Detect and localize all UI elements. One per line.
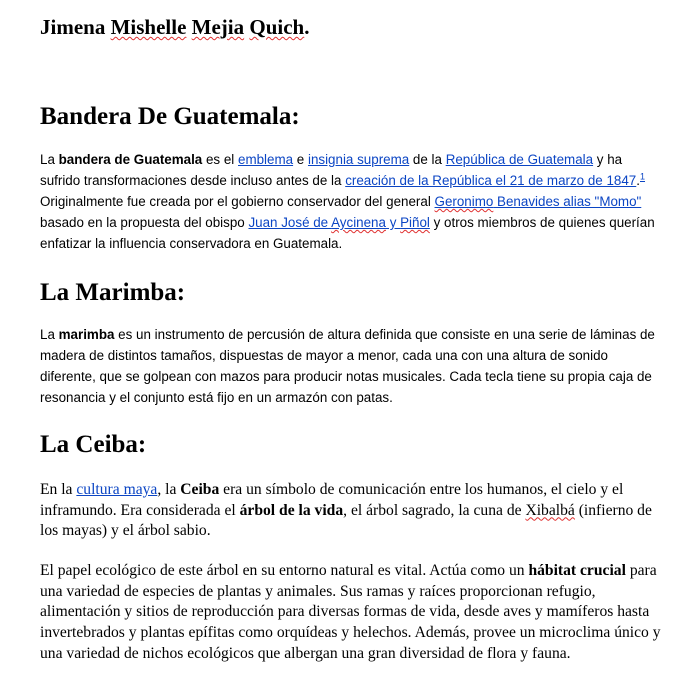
link-part: Piñol (400, 215, 430, 230)
link-part: Aycinena (331, 215, 386, 230)
link-creacion-republica[interactable]: creación de la República el 21 de marzo de 1847 (345, 173, 637, 188)
paragraph-ceiba-1 (40, 480, 665, 542)
text: (infierno de los mayas) y el árbol sabio. (40, 501, 652, 540)
heading-ceiba: La Ceiba: (40, 431, 147, 458)
text: y otros miembros de quienes querían enfatizar la influencia conservadora en Guatemala. (40, 215, 655, 251)
footnote-ref[interactable]: 1 (640, 171, 646, 182)
link-emblema[interactable]: emblema (238, 152, 294, 167)
text: La (40, 327, 59, 342)
text: La (40, 152, 59, 167)
spellcheck-word: Xibalbá (525, 501, 575, 519)
author-last1: Mejia (191, 15, 245, 39)
text: Originalmente fue creada por el gobierno conservador del general (40, 194, 435, 209)
text: , la (157, 481, 181, 498)
link-republica-guatemala[interactable]: República de Guatemala (445, 152, 594, 167)
author-first: Jimena (40, 15, 111, 39)
bold-text: hábitat crucial (528, 562, 626, 579)
text: basado en la propuesta del obispo (40, 215, 249, 230)
link-part: y (385, 215, 401, 230)
paragraph-bandera (40, 149, 665, 254)
heading-marimba: La Marimba: (40, 279, 186, 306)
bold-text: Ceiba (180, 481, 220, 498)
text: En la (40, 481, 77, 498)
link-part: Geronimo (434, 194, 494, 209)
text: es el (202, 152, 238, 167)
paragraph-ceiba-2 (40, 561, 665, 665)
link-cultura-maya[interactable]: cultura maya (76, 481, 158, 498)
text: para una variedad de especies de plantas y animales. Sus ramas y raíces proporcionan refugio, alimentación y sitios de reproducción para diversas formas de vida, desde aves y mamíferos hasta invertebrados y plantas epífitas como orquídeas y helechos. Además, provee un microclima único y una variedad de nichos ecológicos que albergan una gran diversidad de flora y fauna. (40, 562, 661, 662)
text: era un símbolo de comunicación entre los humanos, el cielo y el inframundo. Era considerada el (40, 481, 624, 519)
link-part: Juan José de (248, 215, 332, 230)
heading-bandera: Bandera De Guatemala: (40, 103, 300, 130)
link-insignia-suprema[interactable]: insignia suprema (307, 152, 410, 167)
text: y ha sufrido transformaciones desde incluso antes de la (40, 152, 623, 188)
author-middle: Mishelle (110, 15, 187, 39)
text: es un instrumento de percusión de altura definida que consiste en una serie de láminas de madera de distintos tamaños, dispuestas de mayor a menor, cada una con una altura de sonido diferente, que se golpean con mazos para producir notas musicales. Cada tecla tiene su propia caja de resonancia y el conjunto está fijo en un armazón con patas. (40, 327, 655, 405)
text: . (636, 173, 640, 188)
text: , el árbol sagrado, la cuna de (343, 501, 526, 519)
author-period: . (304, 15, 310, 39)
link-part: Benavides alias "Momo" (493, 194, 642, 209)
bold-text: árbol de la vida (239, 501, 344, 519)
paragraph-marimba (40, 324, 665, 408)
bold-text: marimba (58, 327, 115, 342)
link-geronimo-benavides[interactable] (435, 194, 642, 209)
text: de la (409, 152, 446, 167)
bold-text: bandera de Guatemala (58, 152, 203, 167)
link-juan-jose-aycinena[interactable] (248, 215, 429, 230)
text: e (293, 152, 308, 167)
author-last2: Quich (249, 15, 305, 39)
text: El papel ecológico de este árbol en su entorno natural es vital. Actúa como un (40, 562, 529, 579)
author-name (40, 14, 310, 40)
